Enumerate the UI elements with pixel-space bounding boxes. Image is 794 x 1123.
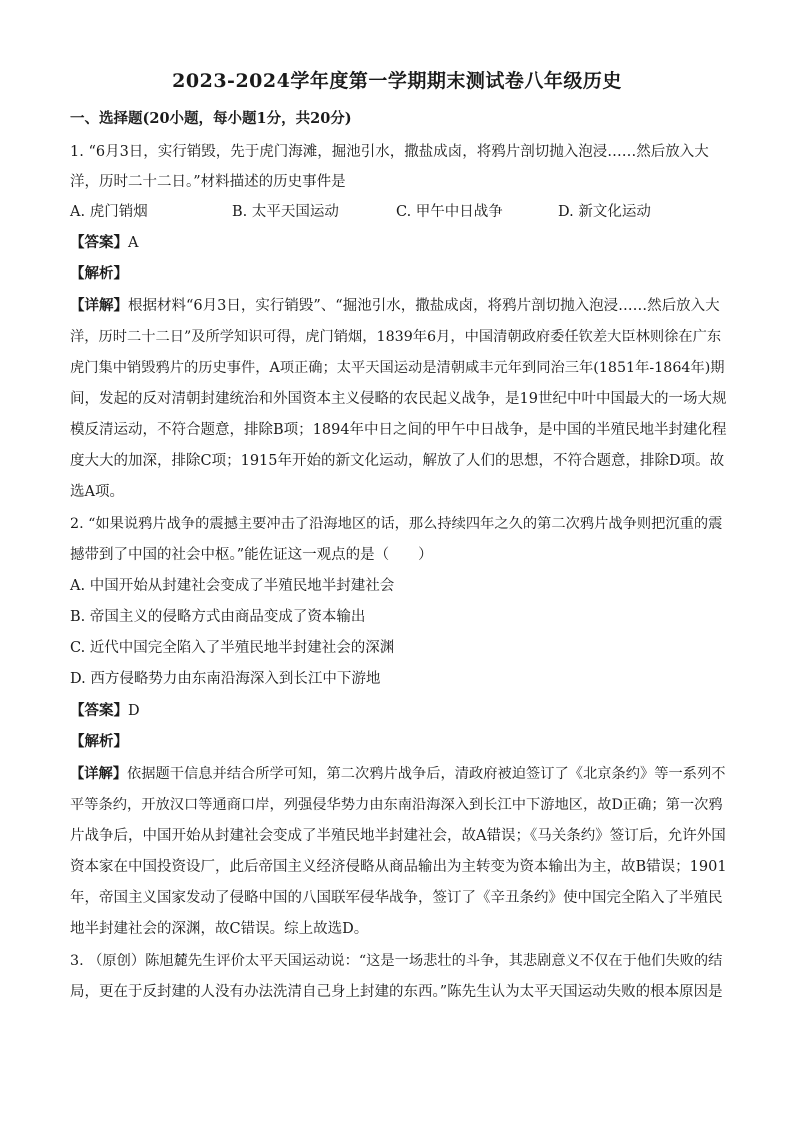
q2-answer [70, 701, 730, 721]
q2-detail-line-4: 资本家在中国投资设厂，此后帝国主义经济侵略从商品输出为主转变为资本输出为主，故B错误；1901 [70, 859, 727, 875]
analysis-tag: 【解析】 [70, 733, 128, 750]
q1-answer [70, 233, 730, 253]
answer-value: A [128, 235, 139, 251]
q1-detail-line-5: 模反清运动，不符合题意，排除B项；1894年中日之间的甲午中日战争，是中国的半殖民地半封建化程 [70, 422, 727, 438]
q1-option-a: A. 虎门销烟 [70, 204, 148, 220]
q2-option-d: D. 西方侵略势力由东南沿海深入到长江中下游地 [70, 671, 381, 687]
q2-detail-line-1 [70, 764, 730, 784]
q1-analysis-tag [70, 264, 730, 284]
detail-tag: 【详解】 [70, 297, 128, 314]
detail-text: 依据题干信息并结合所学可知，第二次鸦片战争后，清政府被迫签订了《北京条约》等一系列不 [127, 766, 726, 782]
q3-stem-line-2: 局，更在于反封建的人没有办法洗清自己身上封建的东西。”陈先生认为太平天国运动失败的根本原因是 [70, 984, 723, 1000]
q1-option-c: C. 甲午中日战争 [396, 204, 503, 220]
q2-detail-line-6: 地半封建社会的深渊，故C错误。综上故选D。 [70, 921, 369, 937]
detail-tag: 【详解】 [70, 766, 128, 782]
q2-option-a: A. 中国开始从封建社会变成了半殖民地半封建社会 [70, 578, 395, 594]
analysis-tag: 【解析】 [70, 265, 128, 282]
detail-text: 根据材料“6月3日，实行销毁”、“掘池引水，撒盐成卤，将鸦片剖切抛入泡浸……然后放入大 [128, 298, 720, 314]
q2-analysis-tag [70, 732, 730, 752]
q2-option-c: C. 近代中国完全陷入了半殖民地半封建社会的深渊 [70, 640, 395, 656]
q1-detail-line-6: 度大大的加深，排除C项；1915年开始的新文化运动，解放了人们的思想，不符合题意，排除D项。故 [70, 453, 725, 469]
q2-detail-line-2: 平等条约，开放汉口等通商口岸，列强侵华势力由东南沿海深入到长江中下游地区，故D正确；第一次鸦 [70, 797, 723, 813]
q1-detail-line-2: 洋，历时二十二日”及所学知识可得，虎门销烟，1839年6月，中国清朝政府委任钦差大臣林则徐在广东 [70, 329, 722, 345]
q1-stem-line-2: 洋，历时二十二日。”材料描述的历史事件是 [70, 174, 346, 190]
q2-option-b: B. 帝国主义的侵略方式由商品变成了资本输出 [70, 609, 366, 625]
section-heading: 一、选择题(20小题，每小题1分，共20分) [70, 110, 352, 127]
q1-option-d: D. 新文化运动 [558, 204, 651, 220]
q1-detail-line-3: 虎门集中销毁鸦片的历史事件，A项正确；太平天国运动是清朝咸丰元年到同治三年(1851年-1864年)期 [70, 360, 725, 376]
answer-value: D [128, 703, 140, 719]
q2-stem-line-1: 2. “如果说鸦片战争的震撼主要冲击了沿海地区的话，那么持续四年之久的第二次鸦片战争则把沉重的震 [70, 516, 723, 532]
q2-detail-line-3: 片战争后，中国开始从封建社会变成了半殖民地半封建社会，故A错误；《马关条约》签订后，允许外国 [70, 828, 726, 844]
q3-stem-line-1: 3. （原创）陈旭麓先生评价太平天国运动说：“这是一场悲壮的斗争，其悲剧意义不仅在于他们失败的结 [70, 953, 723, 969]
answer-tag: 【答案】 [70, 234, 128, 251]
answer-tag: 【答案】 [70, 702, 128, 719]
document-title: 2023-2024学年度第一学期期末测试卷八年级历史 [172, 70, 622, 92]
q2-detail-line-5: 年，帝国主义国家发动了侵略中国的八国联军侵华战争，签订了《辛丑条约》使中国完全陷入了半殖民 [70, 890, 723, 906]
q2-stem-line-2: 撼带到了中国的社会中枢。”能佐证这一观点的是（ ） [70, 547, 433, 563]
q1-detail-line-4: 间，发起的反对清朝封建统治和外国资本主义侵略的农民起义战争，是19世纪中叶中国最大的一场大规 [70, 391, 727, 407]
q1-stem-line-1: 1. “6月3日，实行销毁，先于虎门海滩，掘池引水，撒盐成卤，将鸦片剖切抛入泡浸……然后放入大 [70, 144, 709, 160]
q1-detail-line-1 [70, 296, 730, 316]
q1-option-b: B. 太平天国运动 [232, 204, 339, 220]
q1-detail-line-7: 选A项。 [70, 484, 124, 500]
